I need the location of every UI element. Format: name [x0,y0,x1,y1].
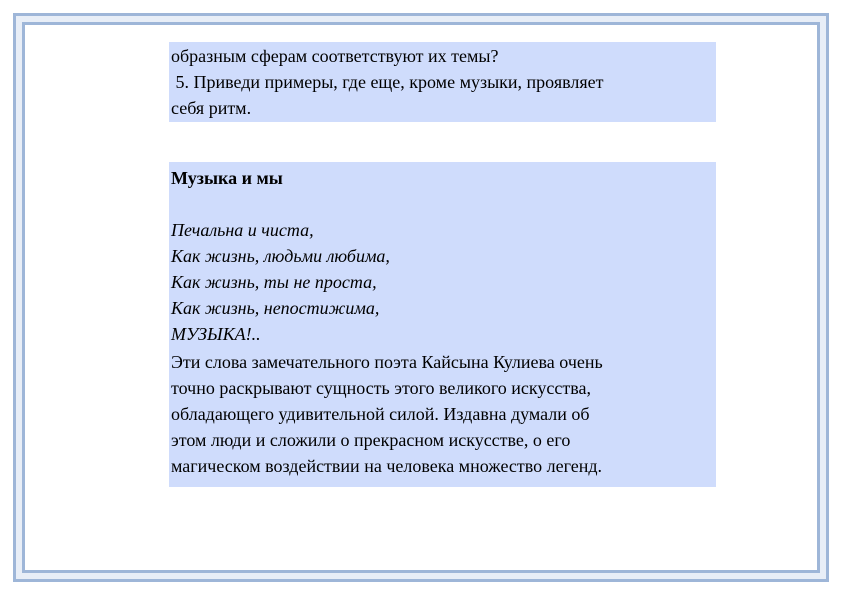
question-line: себя ритм. [171,98,252,118]
poem-line: Печальна и чиста, [171,220,314,240]
prose-line: магическом воздействии на человека множество легенд. [171,456,603,476]
question-line: образным сферам соответствуют их темы? [171,46,499,66]
prose-line: обладающего удивительной силой. Издавна думали об [171,404,590,424]
poem-line: МУЗЫКА!.. [171,324,261,344]
music-and-us-text-block [169,162,716,487]
prose-line: Эти слова замечательного поэта Кайсына Кулиева очень [171,352,603,372]
poem-line: Как жизнь, непостижима, [171,298,380,318]
prose-line: этом люди и сложили о прекрасном искусстве, о его [171,430,571,450]
prose-paragraph [171,349,714,479]
questions-text-block [169,42,716,122]
section-title: Музыка и мы [171,168,283,188]
poem-line: Как жизнь, ты не проста, [171,272,377,292]
blank-line [171,191,714,217]
poem-line: Как жизнь, людьми любима, [171,246,390,266]
question-line: 5. Приведи примеры, где еще, кроме музыки, проявляет [171,72,604,92]
prose-line: точно раскрывают сущность этого великого искусства, [171,378,592,398]
poem [171,217,714,347]
